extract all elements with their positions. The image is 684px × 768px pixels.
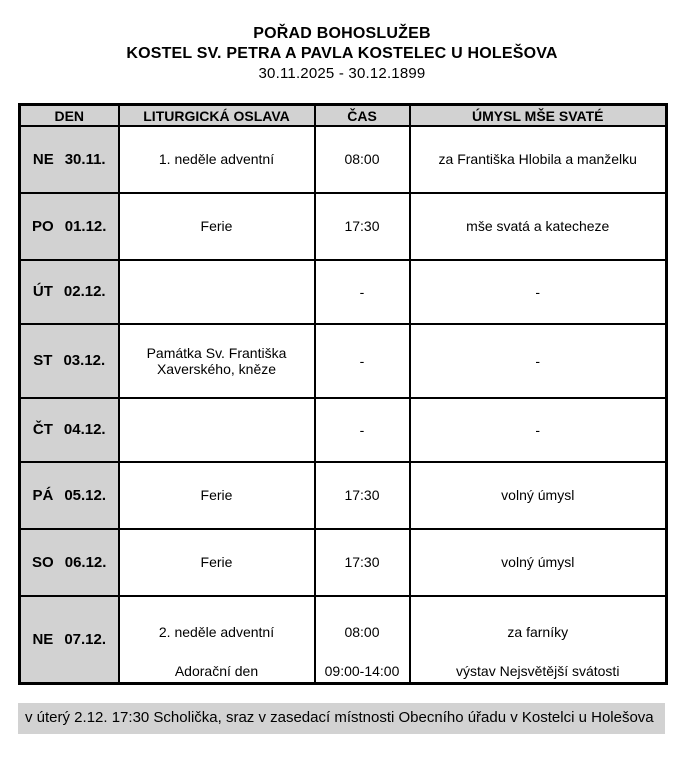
day-cell [20,462,119,529]
day-abbr: ČT [32,421,53,439]
time-cell: 17:30 [315,529,410,596]
intention-cell: volný úmysl [410,529,667,596]
time-cell: 17:30 [315,462,410,529]
day-cell [20,260,119,324]
schedule-table [18,103,668,685]
day-abbr: NE [32,631,54,649]
day-date: 07.12. [64,631,107,649]
time-cell: 08:00 [315,126,410,193]
table-row [20,398,667,462]
time-cell [315,596,410,684]
day-abbr: PÁ [32,486,54,504]
intention-cell: - [410,398,667,462]
table-row [20,324,667,398]
intention-cell: za Františka Hlobila a manželku [410,126,667,193]
celebration-secondary: Adorační den [174,663,259,680]
table-row [20,193,667,260]
celebration-cell [119,398,315,462]
table-row [20,126,667,193]
day-abbr: ST [33,352,53,370]
time-secondary: 09:00-14:00 [324,663,400,680]
day-cell [20,193,119,260]
header-cas: ČAS [315,105,410,126]
intention-cell: mše svatá a katecheze [410,193,667,260]
table-row [20,260,667,324]
document-title: POŘAD BOHOSLUŽEB [253,25,431,42]
day-cell [20,596,119,684]
intention-cell [410,596,667,684]
time-cell: - [315,398,410,462]
day-date: 03.12. [63,352,106,370]
time-cell: - [315,324,410,398]
day-date: 06.12. [64,553,107,571]
intention-secondary: výstav Nejsvětější svátosti [456,663,620,680]
celebration-cell [119,260,315,324]
day-date: 02.12. [63,283,106,301]
header-umysl-mse-svate: ÚMYSL MŠE SVATÉ [410,105,667,126]
date-range: 30.11.2025 - 30.12.1899 [258,65,426,83]
day-date: 30.11. [64,150,106,168]
time-cell: - [315,260,410,324]
footer-note: v úterý 2.12. 17:30 Scholička, sraz v zasedací místnosti Obecního úřadu v Kostelci u Holešova [18,703,665,734]
celebration-cell: 1. neděle adventní [119,126,315,193]
intention-cell: - [410,260,667,324]
document-header [0,24,684,83]
table-row [20,596,667,684]
day-abbr: PO [32,217,54,235]
header-den: DEN [20,105,119,126]
day-cell [20,529,119,596]
time-cell: 17:30 [315,193,410,260]
intention-cell: volný úmysl [410,462,667,529]
day-cell [20,398,119,462]
day-abbr: SO [32,553,54,571]
day-abbr: NE [32,150,54,168]
time-primary: 08:00 [344,623,380,640]
day-date: 04.12. [63,421,106,439]
celebration-cell: Ferie [119,193,315,260]
day-cell [20,324,119,398]
celebration-cell [119,596,315,684]
table-header-row [20,105,667,126]
celebration-cell: Památka Sv. Františka Xaverského, kněze [119,324,315,398]
church-name: KOSTEL SV. PETRA A PAVLA KOSTELEC U HOLEŠOVA [126,44,558,62]
day-cell [20,126,119,193]
day-abbr: ÚT [32,283,53,301]
intention-cell: - [410,324,667,398]
day-date: 05.12. [64,486,107,504]
header-liturgicka-oslava: LITURGICKÁ OSLAVA [119,105,315,126]
table-row [20,529,667,596]
day-date: 01.12. [64,217,107,235]
intention-primary: za farníky [507,623,569,640]
celebration-primary: 2. neděle adventní [158,623,275,640]
celebration-cell: Ferie [119,462,315,529]
celebration-cell: Ferie [119,529,315,596]
table-row [20,462,667,529]
